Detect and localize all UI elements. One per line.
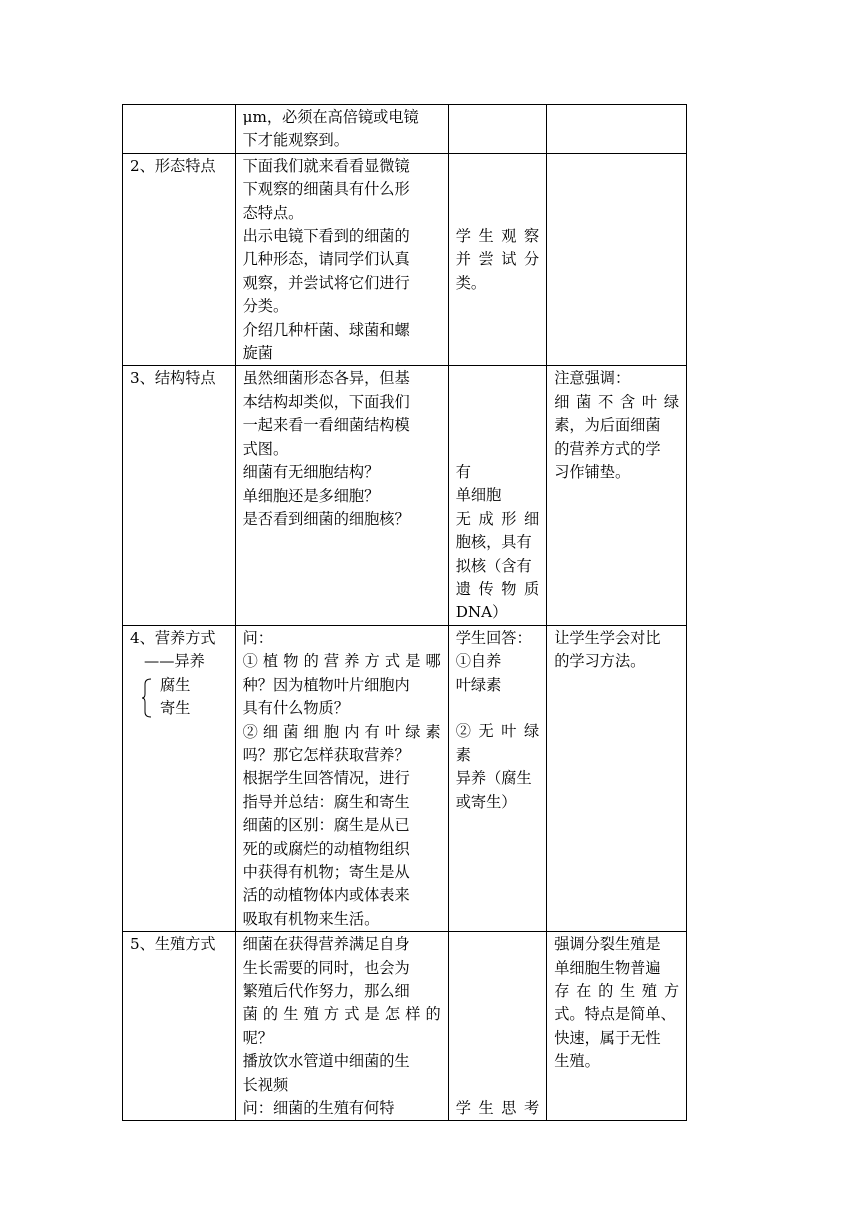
student-activity-cell (448, 932, 547, 1121)
stage-cell (123, 625, 236, 931)
text-line: 本结构却类似，下面我们 (242, 392, 410, 411)
stage-title: 4、营养方式 (130, 628, 216, 647)
text-line: 式图。 (242, 439, 289, 458)
text-line: 素 (455, 745, 471, 764)
design-intent-cell (547, 932, 687, 1121)
text-line: 细菌的区别：腐生是从已 (242, 816, 410, 835)
text-line: 细菌在获得营养满足自身 (242, 935, 410, 954)
text-line: ①自养 (455, 652, 502, 671)
teacher-activity-cell (235, 366, 448, 625)
design-intent-cell (547, 625, 687, 931)
teacher-activity-cell (235, 625, 448, 931)
text-line: 叶绿素 (455, 675, 502, 694)
text-line: 具有什么物质？ (242, 699, 349, 718)
text-line: 的营养方式的学 (554, 439, 661, 458)
table-row (123, 105, 687, 154)
text-line: 是否看到细菌的细胞核？ (242, 509, 410, 528)
text-line: 生长需要的同时，也会为 (242, 958, 410, 977)
stage-cell (123, 105, 236, 154)
stage-cell (123, 932, 236, 1121)
text-line: 吸取有机物来生活。 (242, 909, 380, 928)
text-line: μm，必须在高倍镜或电镜 (242, 108, 419, 126)
branch-group (130, 674, 228, 722)
table-row (123, 625, 687, 931)
text-line: 单细胞生物普遍 (554, 958, 661, 977)
text-line: 播放饮水管道中细菌的生 (242, 1052, 410, 1071)
text-line: 异养（腐生 (455, 769, 532, 788)
text-line: 有 (455, 463, 471, 482)
stage-cell (123, 366, 236, 625)
text-line: 菌的生殖方式是怎样的 (242, 1005, 441, 1024)
text-line: 中获得有机物；寄生是从 (242, 862, 410, 881)
text-line: 遗传物质 (455, 580, 540, 599)
design-intent-cell (547, 366, 687, 625)
text-line: 几种形态，请同学们认真 (242, 250, 410, 269)
text-line: 快速，属于无性 (554, 1028, 661, 1047)
text-line: 介绍几种杆菌、球菌和螺 (242, 320, 410, 339)
branch-item: 寄生 (160, 699, 191, 718)
text-line: 下面我们就来看看显微镜 (242, 156, 410, 175)
text-line: 虽然细菌形态各异，但基 (242, 369, 410, 388)
text-line: 或寄生） (455, 792, 517, 811)
text-line: 一起来看一看细菌结构模 (242, 416, 410, 435)
text-line: ②无叶绿 (455, 722, 540, 741)
teacher-activity-cell (235, 153, 448, 366)
design-intent-cell (547, 105, 687, 154)
stage-title: 2、形态特点 (130, 156, 216, 175)
text-line: 细菌有无细胞结构？ (242, 463, 380, 482)
text-line: 单细胞还是多细胞？ (242, 486, 380, 505)
text-line: 种？因为植物叶片细胞内 (242, 675, 410, 694)
text-line: DNA） (455, 603, 508, 622)
text-line: 式。特点是简单、 (554, 1005, 676, 1024)
text-line: 下才能观察到。 (242, 131, 349, 150)
stage-cell (123, 153, 236, 366)
text-line: 的学习方法。 (554, 652, 646, 671)
text-line: 指导并总结：腐生和寄生 (242, 792, 410, 811)
text-line: 繁殖后代作努力，那么细 (242, 981, 410, 1000)
text-line: 观察，并尝试将它们进行 (242, 273, 410, 292)
text-line: 让学生学会对比 (554, 628, 661, 647)
teacher-activity-cell (235, 105, 448, 154)
student-activity-cell (448, 105, 547, 154)
text-line: ①植物的营养方式是哪 (242, 652, 441, 671)
text-line: 死的或腐烂的动植物组织 (242, 839, 410, 858)
text-line: 学生思考 (455, 1098, 540, 1117)
text-line: 素，为后面细菌 (554, 416, 661, 435)
text-line: 并尝试分 (455, 250, 540, 269)
text-line: 细菌不含叶绿 (554, 392, 679, 411)
text-line: 分类。 (242, 297, 289, 316)
text-line: 生殖。 (554, 1052, 600, 1071)
text-line: 活的动植物体内或体表来 (242, 886, 410, 905)
student-activity-cell (448, 625, 547, 931)
text-line: 学生观察 (455, 226, 540, 245)
table-row (123, 153, 687, 366)
design-intent-cell (547, 153, 687, 366)
text-line: 单细胞 (455, 486, 502, 505)
text-line: 下观察的细菌具有什么形 (242, 180, 410, 199)
text-line: 拟核（含有 (455, 556, 532, 575)
student-activity-cell (448, 366, 547, 625)
text-line: 旋菌 (242, 344, 273, 363)
text-line: 无成形细 (455, 509, 540, 528)
left-brace-icon (142, 678, 152, 718)
text-line: 强调分裂生殖是 (554, 935, 661, 954)
text-line: 胞核，具有 (455, 533, 532, 552)
table-row (123, 366, 687, 625)
text-line: 存在的生殖方 (554, 981, 679, 1000)
table-row (123, 932, 687, 1121)
text-line: 态特点。 (242, 203, 304, 222)
text-line: ②细菌细胞内有叶绿素 (242, 722, 441, 741)
teacher-activity-cell (235, 932, 448, 1121)
text-line: 长视频 (242, 1075, 289, 1094)
stage-title: 5、生殖方式 (130, 935, 216, 954)
lesson-plan-table (122, 104, 687, 1121)
text-line: 问： (242, 628, 273, 647)
branch-item: 腐生 (160, 675, 191, 694)
text-line: 出示电镜下看到的细菌的 (242, 227, 410, 246)
text-line: 注意强调： (554, 369, 631, 388)
text-line: 呢？ (242, 1028, 273, 1047)
text-line: 吗？那它怎样获取营养？ (242, 745, 410, 764)
text-line: 根据学生回答情况，进行 (242, 769, 410, 788)
text-line: 类。 (455, 273, 487, 292)
student-activity-cell (448, 153, 547, 366)
stage-subtitle: ——异养 (144, 652, 205, 671)
text-line: 学生回答： (455, 628, 532, 647)
text-line: 问：细菌的生殖有何特 (242, 1099, 395, 1117)
text-line: 习作铺垫。 (554, 463, 631, 482)
stage-title: 3、结构特点 (130, 369, 216, 388)
